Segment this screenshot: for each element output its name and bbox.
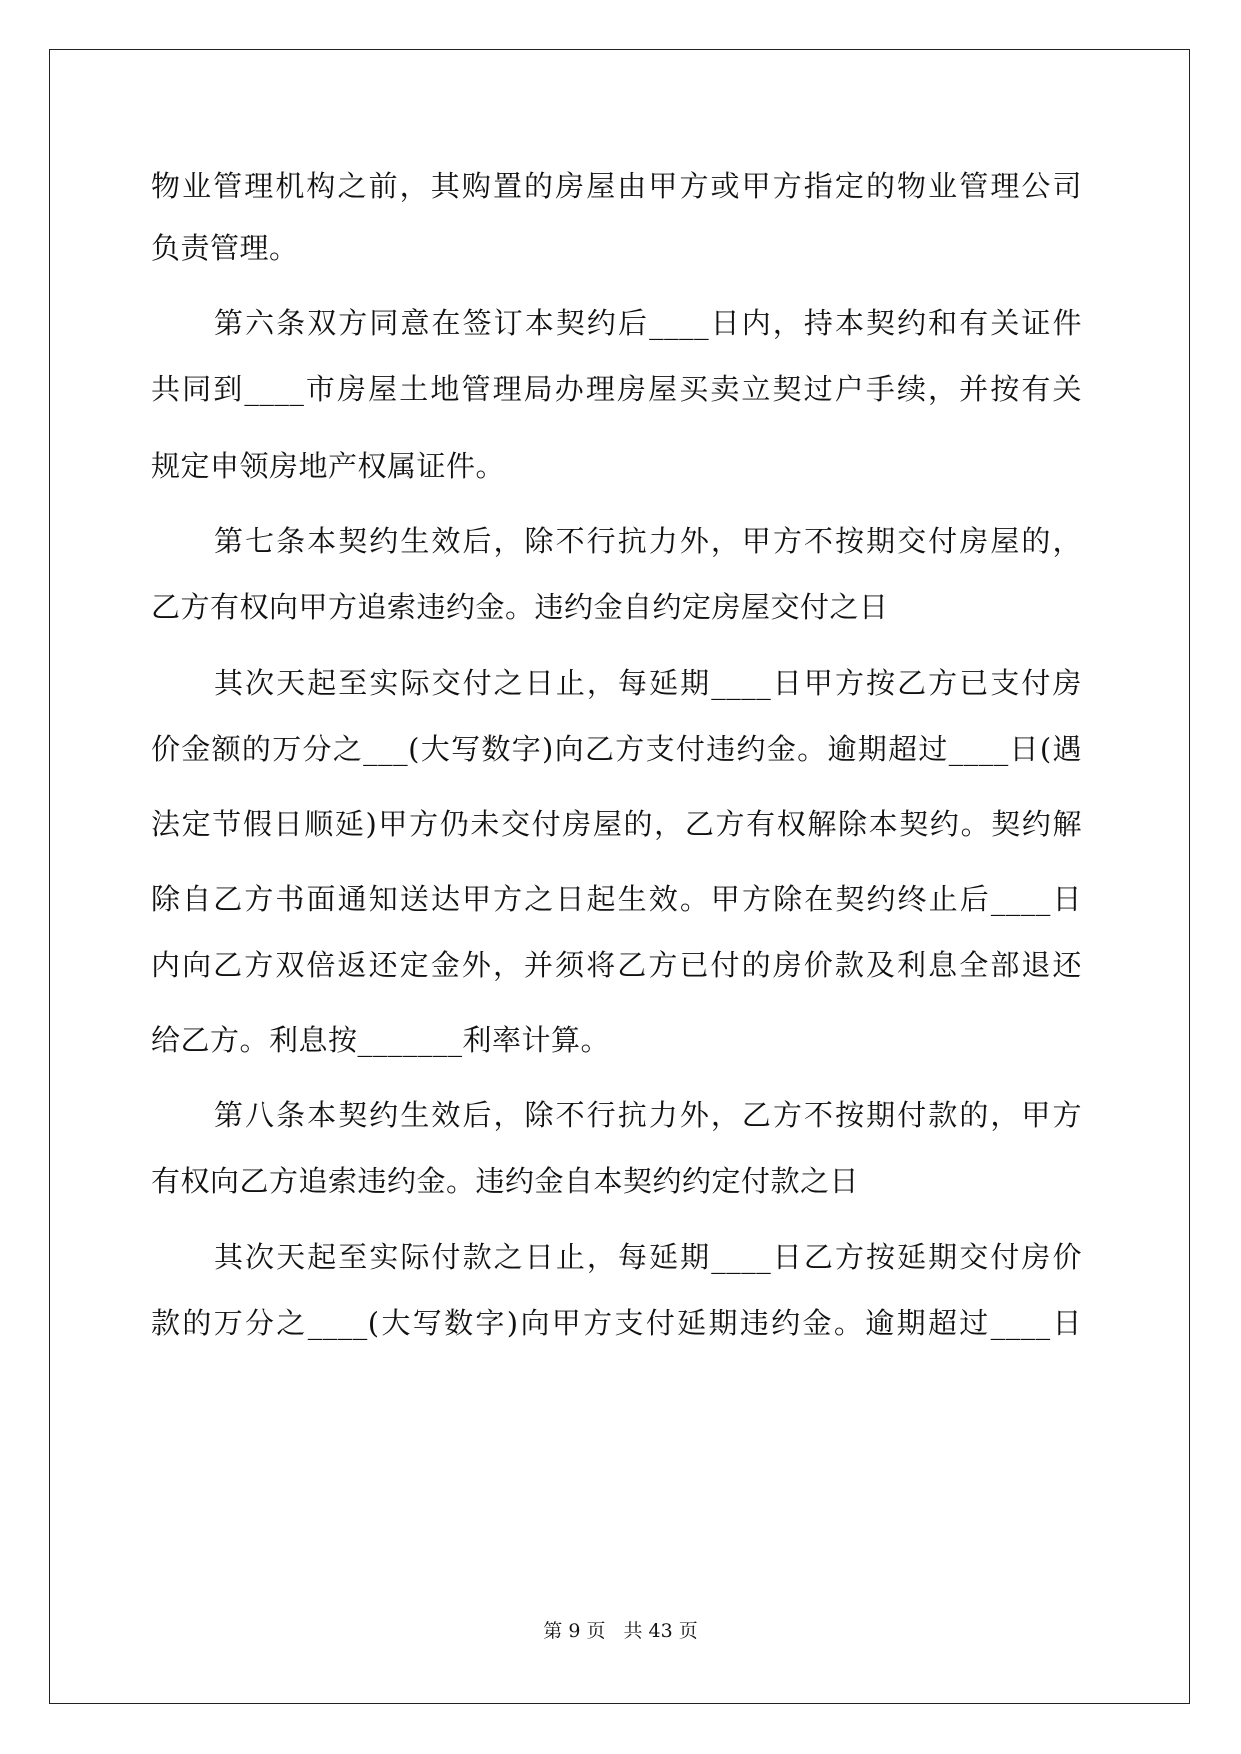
text-line: 第六条双方同意在签订本契约后____日内，持本契约和有关证件 [214,306,1082,340]
text-line: 价金额的万分之___(大写数字)向乙方支付违约金。逾期超过____日(遇 [151,732,1082,766]
text-line: 款的万分之____(大写数字)向甲方支付延期违约金。逾期超过____日 [151,1306,1082,1340]
text-line: 其次天起至实际付款之日止，每延期____日乙方按延期交付房价 [214,1240,1082,1274]
page-total: 共 43 页 [623,1620,698,1642]
text-line: 共同到____市房屋土地管理局办理房屋买卖立契过户手续，并按有关 [151,372,1082,406]
text-line: 法定节假日顺延)甲方仍未交付房屋的，乙方有权解除本契约。契约解 [151,807,1082,841]
text-line: 第八条本契约生效后，除不行抗力外，乙方不按期付款的，甲方 [214,1098,1082,1132]
text-line: 乙方有权向甲方追索违约金。违约金自约定房屋交付之日 [151,590,889,624]
text-line: 规定申领房地产权属证件。 [151,449,506,483]
text-line: 物业管理机构之前，其购置的房屋由甲方或甲方指定的物业管理公司 [151,169,1082,203]
text-line: 其次天起至实际交付之日止，每延期____日甲方按乙方已支付房 [214,666,1082,700]
page-number: 第 9 页 [543,1620,606,1642]
text-line: 第七条本契约生效后，除不行抗力外，甲方不按期交付房屋的， [214,524,1082,558]
text-line: 除自乙方书面通知送达甲方之日起生效。甲方除在契约终止后____日 [151,882,1082,916]
text-line: 内向乙方双倍返还定金外，并须将乙方已付的房价款及利息全部退还 [151,948,1082,982]
page-footer [0,1616,1241,1646]
text-line: 有权向乙方追索违约金。违约金自本契约约定付款之日 [151,1164,860,1198]
text-line: 给乙方。利息按_______利率计算。 [151,1023,611,1057]
text-line: 负责管理。 [151,231,299,265]
